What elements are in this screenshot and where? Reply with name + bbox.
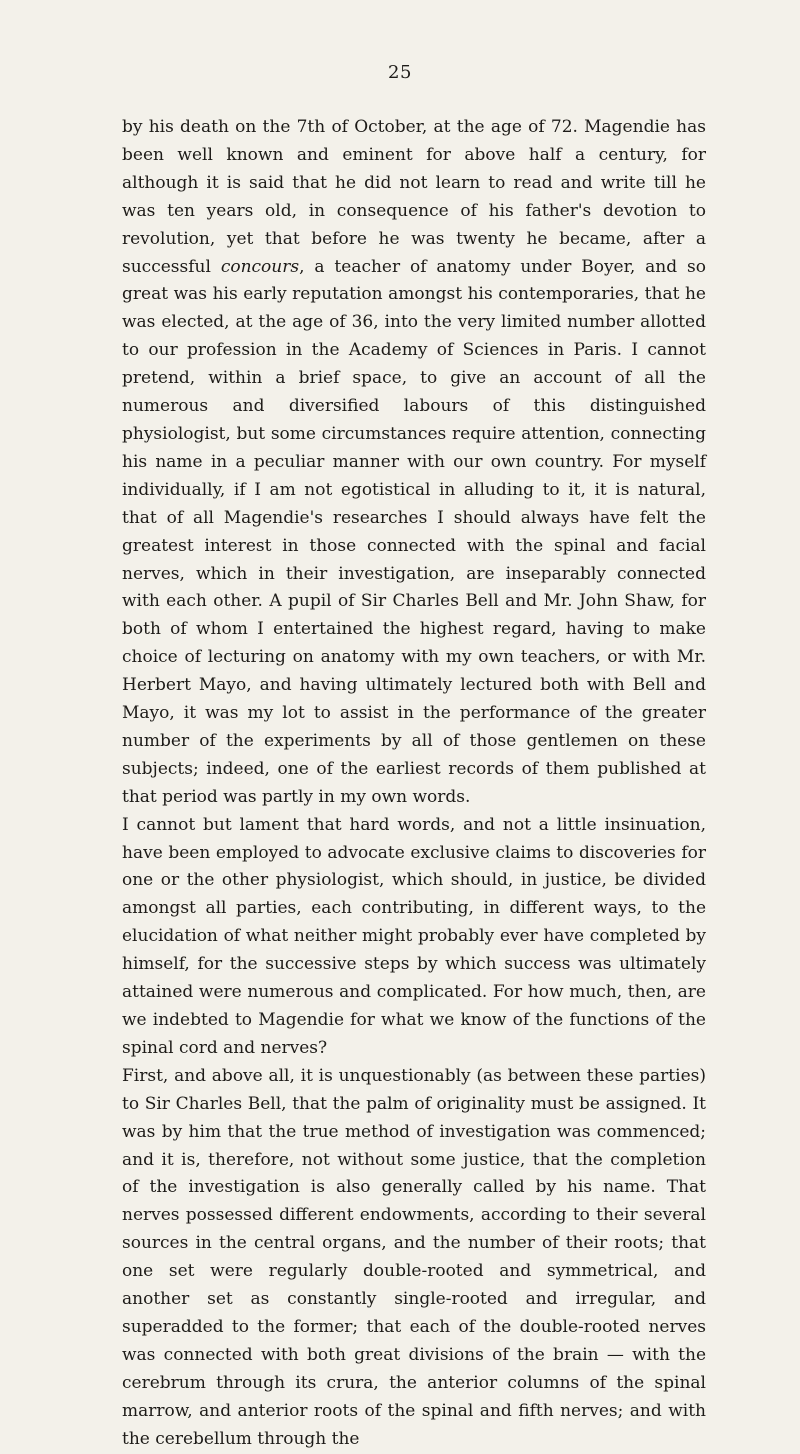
paragraph-1-start: by his death on the 7th of October, at the age of 72. Magendie has been well known and eminent for above half a century, for although it is said that he did not learn to read and write till he was ten years old, in consequence of his father's devotion to revolution, yet that before he was twenty he became, after a successful — [122, 117, 706, 277]
page-number: 25 — [388, 62, 412, 83]
paragraph-3: First, and above all, it is unquestionably (as between these parties) to Sir Charles Bell, that the palm of originality must be assigned. It was by him that the true method of investigation was commenced; and it is, therefore, not without some justice, that the completion of the investigation is also generally called by his name. That nerves possessed different endowments, according to their several sources in the central organs, and the number of their roots; that one set were regularly double-rooted and symmetrical, and another set as constantly single-rooted and irregular, and superadded to the former; that each of the double-rooted nerves was connected with both great divisions of the brain — with the cerebrum through its crura, the anterior columns of the spinal marrow, and anterior roots of the spinal and fifth nerves; and with the cerebellum through the — [122, 1065, 706, 1449]
paragraph-1 — [122, 114, 706, 812]
body-text — [122, 114, 706, 1454]
paragraph-1-end: , a teacher of anatomy under Boyer, and so great was his early reputation amongst his contemporaries, that he was elected, at the age of 36, into the very limited number allotted to our profession in the Academy of Sciences in Paris. I cannot pretend, within a brief space, to give an account of all the numerous and diversified labours of this distinguished physiologist, but some circumstances require attention, connecting his name in a peculiar manner with our own country. For myself individually, if I am not egotistical in alluding to it, it is natural, that of all Magendie's researches I should always have felt the greatest interest in those connected with the spinal and facial nerves, which in their investigation, are inseparably connected with each other. A pupil of Sir Charles Bell and Mr. John Shaw, for both of whom I entertained the highest regard, having to make choice of lecturing on anatomy with my own teachers, or with Mr. Herbert Mayo, and having ultimately lectured both with Bell and Mayo, it was my lot to assist in the performance of the greater number of the experiments by all of those gentlemen on these subjects; indeed, one of the earliest records of them published at that period was partly in my own words. — [122, 256, 707, 807]
paragraph-2: I cannot but lament that hard words, and not a little insinuation, have been employed to advocate exclusive claims to discoveries for one or the other physiologist, which should, in justice, be divided amongst all parties, each contributing, in different ways, to the elucidation of what neither might probably ever have completed by himself, for the successive steps by which success was ultimately attained were numerous and complicated. For how much, then, are we indebted to Magendie for what we know of the functions of the spinal cord and nerves? — [122, 814, 706, 1058]
italic-term: concours — [220, 256, 300, 277]
